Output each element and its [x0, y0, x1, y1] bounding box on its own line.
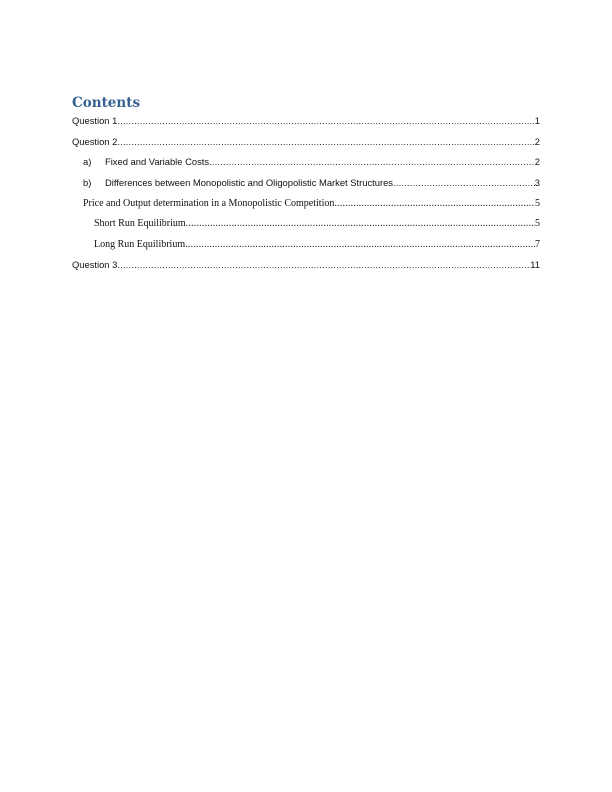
toc-entry-fixed-variable-costs[interactable]	[83, 155, 540, 169]
toc-leader-dots	[209, 155, 535, 169]
toc-page-number: 7	[535, 239, 540, 250]
toc-heading: Contents	[72, 95, 141, 111]
toc-entry-short-run[interactable]	[94, 217, 540, 231]
toc-page-number: 2	[534, 136, 540, 147]
toc-entry-question-2[interactable]	[72, 135, 540, 149]
toc-entry-label: Fixed and Variable Costs	[105, 156, 210, 167]
toc-list-marker: b)	[83, 177, 92, 188]
toc-entry-question-3[interactable]	[72, 258, 540, 272]
toc-page-number: 3	[534, 177, 540, 188]
toc-leader-dots	[393, 176, 535, 190]
toc-leader-dots	[186, 217, 535, 231]
toc-entry-label: Question 1	[72, 115, 118, 126]
toc-page-number: 11	[530, 259, 540, 270]
toc-leader-dots	[117, 135, 534, 149]
toc-leader-dots	[117, 114, 534, 128]
toc-entry-label: Differences between Monopolistic and Oligopolistic Market Structures	[105, 177, 393, 188]
toc-entry-question-1[interactable]	[72, 114, 540, 128]
toc-entry-market-structures[interactable]	[83, 176, 540, 190]
toc-leader-dots	[334, 197, 535, 211]
toc-entry-label: Price and Output determination in a Monopolistic Competition	[83, 198, 335, 209]
toc-entry-price-output[interactable]	[83, 197, 540, 211]
toc-entry-long-run[interactable]	[94, 238, 540, 252]
toc-page-number: 5	[535, 198, 540, 209]
toc-entry-label: Short Run Equilibrium	[94, 218, 186, 229]
toc-page-number: 2	[534, 156, 540, 167]
toc-page-number: 1	[534, 115, 540, 126]
toc-leader-dots	[117, 258, 530, 272]
toc-entry-label: Question 2	[72, 136, 118, 147]
toc-list-marker: a)	[83, 156, 92, 167]
toc-entry-label: Long Run Equilibrium	[94, 239, 186, 250]
toc-entry-label: Question 3	[72, 259, 118, 270]
toc-page-number: 5	[535, 218, 540, 229]
toc-leader-dots	[185, 238, 535, 252]
